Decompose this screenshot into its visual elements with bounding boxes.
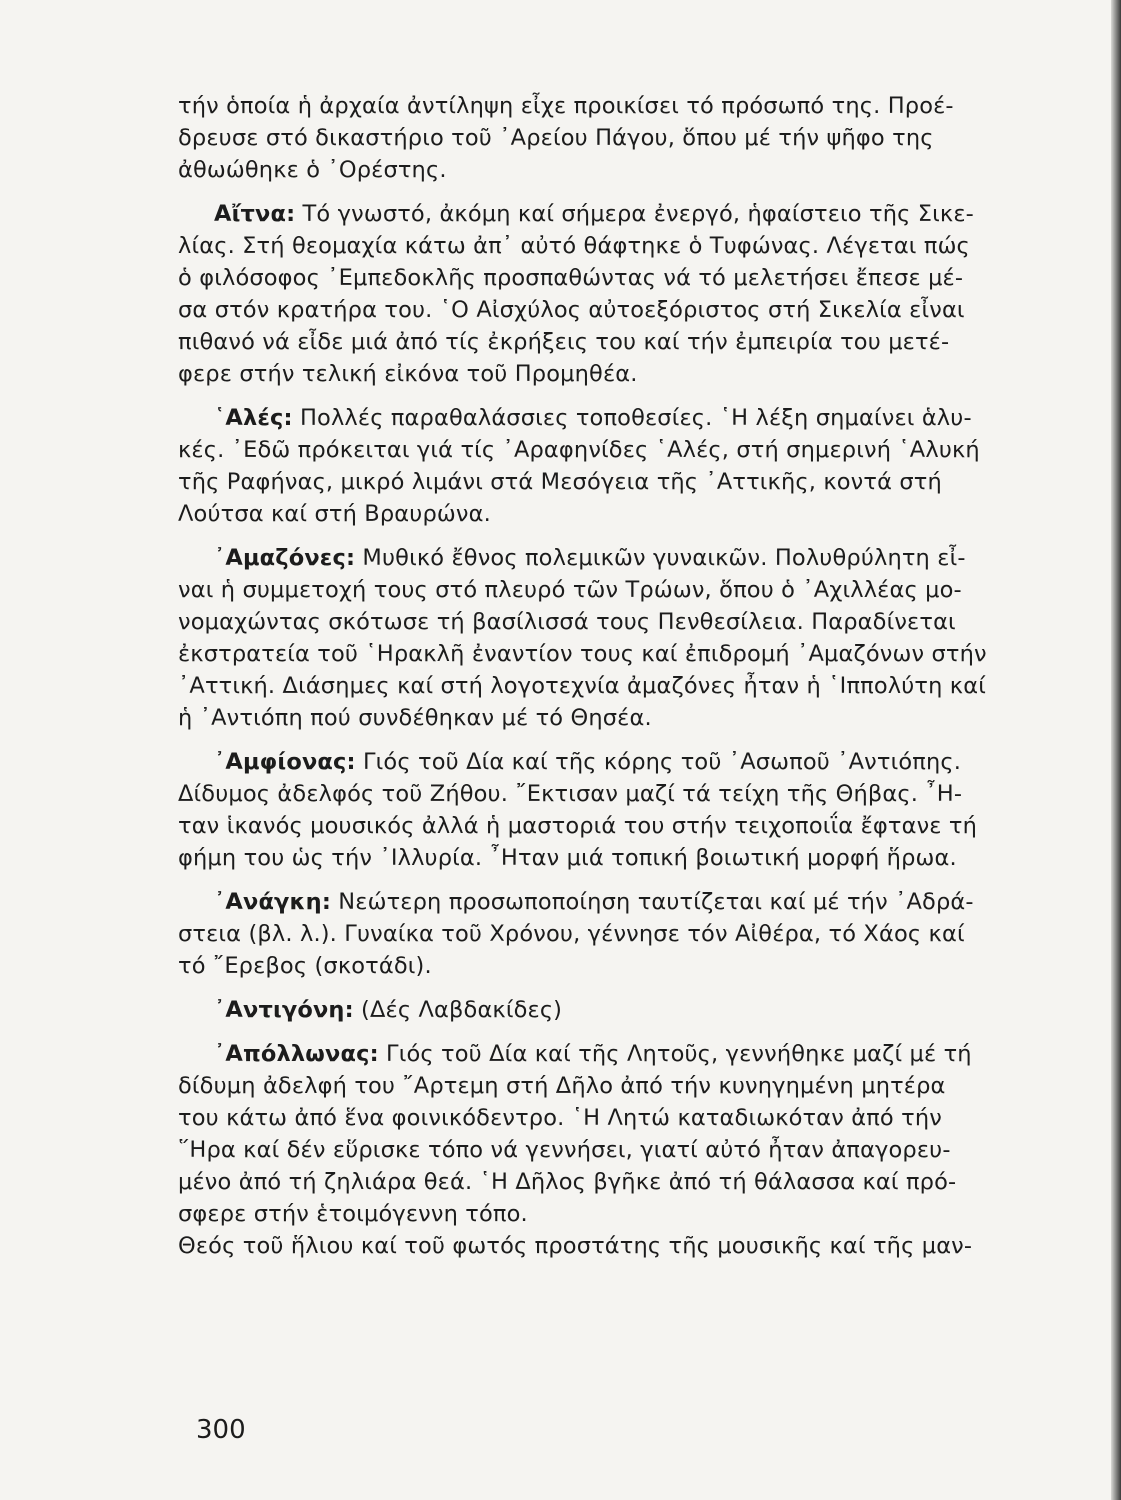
page-number: 300 <box>196 1415 246 1445</box>
text-line: σφερε στήν ἑτοιμόγεννη τόπο. <box>178 1201 528 1227</box>
text-line: τῆς Ραφήνας, μικρό λιμάνι στά Μεσόγεια τῆς ᾿Αττικῆς, κοντά στή <box>178 469 942 495</box>
text-line: ταν ἱκανός μουσικός ἀλλά ἡ μαστοριά του στήν τειχοποιΐα ἔφτανε τή <box>178 813 978 839</box>
text-line: σα στόν κρατήρα του. ῾Ο Αἰσχύλος αὐτοεξόριστος στή Σικελία εἶναι <box>178 297 965 323</box>
text-line: νομαχώντας σκότωσε τή βασίλισσά τους Πενθεσίλεια. Παραδίνεται <box>178 609 956 635</box>
text-line <box>178 746 1044 778</box>
text-line: δίδυμη ἀδελφή του ῎Αρτεμη στή Δῆλο ἀπό τήν κυνηγημένη μητέρα <box>178 1073 946 1099</box>
entry-term: ᾿Ανάγκη: <box>214 889 331 915</box>
text-line: τήν ὁποία ἡ ἀρχαία ἀντίληψη εἶχε προικίσει τό πρόσωπό της. Προέ- <box>178 93 954 119</box>
entry-apollonas <box>178 1038 1044 1262</box>
text-line <box>178 886 1044 918</box>
paragraph-continuation <box>178 90 1044 186</box>
text-line <box>178 1038 1044 1070</box>
entry-text: Πολλές παραθαλάσσιες τοποθεσίες. ῾Η λέξη σημαίνει ἁλυ- <box>292 405 972 431</box>
text-line <box>178 402 1044 434</box>
entry-term: Αἴτνα: <box>214 201 296 227</box>
entry-amazones <box>178 542 1044 734</box>
entry-term: ᾿Απόλλωνας: <box>214 1041 379 1067</box>
text-line <box>178 994 1044 1026</box>
text-line: δρευσε στό δικαστήριο τοῦ ᾿Αρείου Πάγου, ὅπου μέ τήν ψῆφο της <box>178 125 934 151</box>
entry-aitna <box>178 198 1044 390</box>
text-line <box>178 198 1044 230</box>
entry-text: Τό γνωστό, ἀκόμη καί σήμερα ἐνεργό, ἡφαίστειο τῆς Σικε- <box>295 201 974 227</box>
text-line: του κάτω ἀπό ἕνα φοινικόδεντρο. ῾Η Λητώ καταδιωκόταν ἀπό τήν <box>178 1105 942 1131</box>
page-edge-shadow <box>1111 0 1121 1500</box>
entry-anagki <box>178 886 1044 982</box>
entry-amfionas <box>178 746 1044 874</box>
entry-text: Νεώτερη προσωποποίηση ταυτίζεται καί μέ τήν ᾿Αδρά- <box>330 889 974 915</box>
text-line: ᾿Αττική. Διάσημες καί στή λογοτεχνία ἀμαζόνες ἦταν ἡ ῾Ιππολύτη καί <box>178 673 986 699</box>
text-line: Λούτσα καί στή Βραυρώνα. <box>178 501 491 527</box>
text-line: πιθανό νά εἶδε μιά ἀπό τίς ἐκρήξεις του καί τήν ἐμπειρία του μετέ- <box>178 329 950 355</box>
entry-ales <box>178 402 1044 530</box>
entry-term: ᾿Αμφίονας: <box>214 749 356 775</box>
entry-text: Μυθικό ἔθνος πολεμικῶν γυναικῶν. Πολυθρύλητη εἶ- <box>355 545 966 571</box>
text-line: ἡ ᾿Αντιόπη πού συνδέθηκαν μέ τό Θησέα. <box>178 705 652 731</box>
text-line: Δίδυμος ἀδελφός τοῦ Ζήθου. ῎Εκτισαν μαζί τά τείχη τῆς Θήβας. ῏Η- <box>178 781 963 807</box>
text-line: ἐκστρατεία τοῦ ῾Ηρακλῆ ἐναντίον τους καί ἐπιδρομή ᾿Αμαζόνων στήν <box>178 641 987 667</box>
page-text <box>178 90 1044 1262</box>
text-line: κές. ᾿Εδῶ πρόκειται γιά τίς ᾿Αραφηνίδες ῾Αλές, στή σημερινή ῾Αλυκή <box>178 437 980 463</box>
text-line: φερε στήν τελική εἰκόνα τοῦ Προμηθέα. <box>178 361 638 387</box>
entry-term: ᾿Αντιγόνη: <box>214 997 354 1023</box>
entry-term: ᾿Αμαζόνες: <box>214 545 356 571</box>
text-line: τό ῎Ερεβος (σκοτάδι). <box>178 953 432 979</box>
entry-text: Γιός τοῦ Δία καί τῆς κόρης τοῦ ᾿Ασωποῦ ᾿Αντιόπης. <box>355 749 962 775</box>
text-line: ναι ἡ συμμετοχή τους στό πλευρό τῶν Τρώων, ὅπου ὁ ᾿Αχιλλέας μο- <box>178 577 962 603</box>
entry-text: Γιός τοῦ Δία καί τῆς Λητοῦς, γεννήθηκε μαζί μέ τή <box>378 1041 972 1067</box>
text-line: Θεός τοῦ ἥλιου καί τοῦ φωτός προστάτης τῆς μουσικῆς καί τῆς μαν- <box>178 1233 973 1259</box>
entry-text: (Δές Λαβδακίδες) <box>353 997 563 1023</box>
text-line <box>178 542 1044 574</box>
entry-term: ῾Αλές: <box>214 405 293 431</box>
text-line: ῞Ηρα καί δέν εὕρισκε τόπο νά γεννήσει, γιατί αὐτό ἦταν ἀπαγορευ- <box>178 1137 951 1163</box>
text-line: ἀθωώθηκε ὁ ᾿Ορέστης. <box>178 157 447 183</box>
text-line: ὁ φιλόσοφος ᾿Εμπεδοκλῆς προσπαθώντας νά τό μελετήσει ἔπεσε μέ- <box>178 265 964 291</box>
text-line: λίας. Στή θεομαχία κάτω ἀπ᾿ αὐτό θάφτηκε ὁ Τυφώνας. Λέγεται πώς <box>178 233 970 259</box>
text-line: μένο ἀπό τή ζηλιάρα θεά. ῾Η Δῆλος βγῆκε ἀπό τή θάλασσα καί πρό- <box>178 1169 957 1195</box>
entry-antigoni <box>178 994 1044 1026</box>
text-line: φήμη του ὡς τήν ᾿Ιλλυρία. ῏Ηταν μιά τοπική βοιωτική μορφή ἥρωα. <box>178 845 957 871</box>
text-line: στεια (βλ. λ.). Γυναίκα τοῦ Χρόνου, γέννησε τόν Αἰθέρα, τό Χάος καί <box>178 921 965 947</box>
